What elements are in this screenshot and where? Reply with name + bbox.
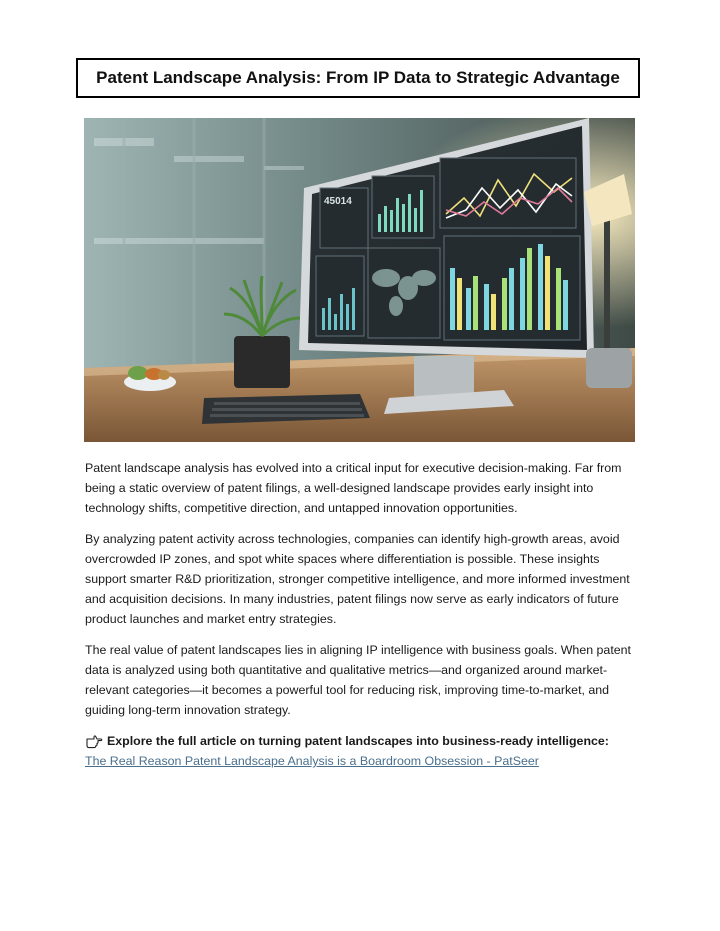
paragraph-intro: Patent landscape analysis has evolved into a critical input for executive decision-making. Far from being a static overview of patent filings, a well-designed landscape provides early insight into technology shifts, competitive direction, and untapped innovation opportunities.	[85, 461, 622, 515]
hero-image	[84, 118, 635, 442]
article-link[interactable]: The Real Reason Patent Landscape Analysis is a Boardroom Obsession - PatSeer	[85, 754, 539, 768]
cta-line	[85, 731, 640, 751]
paragraph-analysis: By analyzing patent activity across technologies, companies can identify high-growth areas, avoid overcrowded IP zones, and spot white spaces where differentiation is possible. These insights support smarter R&D prioritization, stronger competitive intelligence, and more informed investment and acquisition decisions. In many industries, patent filings now serve as early indicators of future product launches and market entry strategies.	[85, 532, 630, 626]
document-title: Patent Landscape Analysis: From IP Data to Strategic Advantage	[96, 68, 620, 87]
dashboard-kpi: 45014	[324, 196, 352, 207]
paragraph-value: The real value of patent landscapes lies in aligning IP intelligence with business goals. When patent data is analyzed using both quantitative and qualitative metrics—and organized around market-relevant categories—it becomes a powerful tool for reducing risk, improving time-to-market, and guiding long-term innovation strategy.	[85, 643, 631, 717]
monitor-stand	[414, 356, 474, 396]
cta-text: Explore the full article on turning patent landscapes into business-ready intelligence:	[107, 734, 609, 748]
pointing-hand-icon	[85, 733, 103, 749]
article-body	[85, 458, 640, 771]
title-box	[76, 58, 640, 98]
